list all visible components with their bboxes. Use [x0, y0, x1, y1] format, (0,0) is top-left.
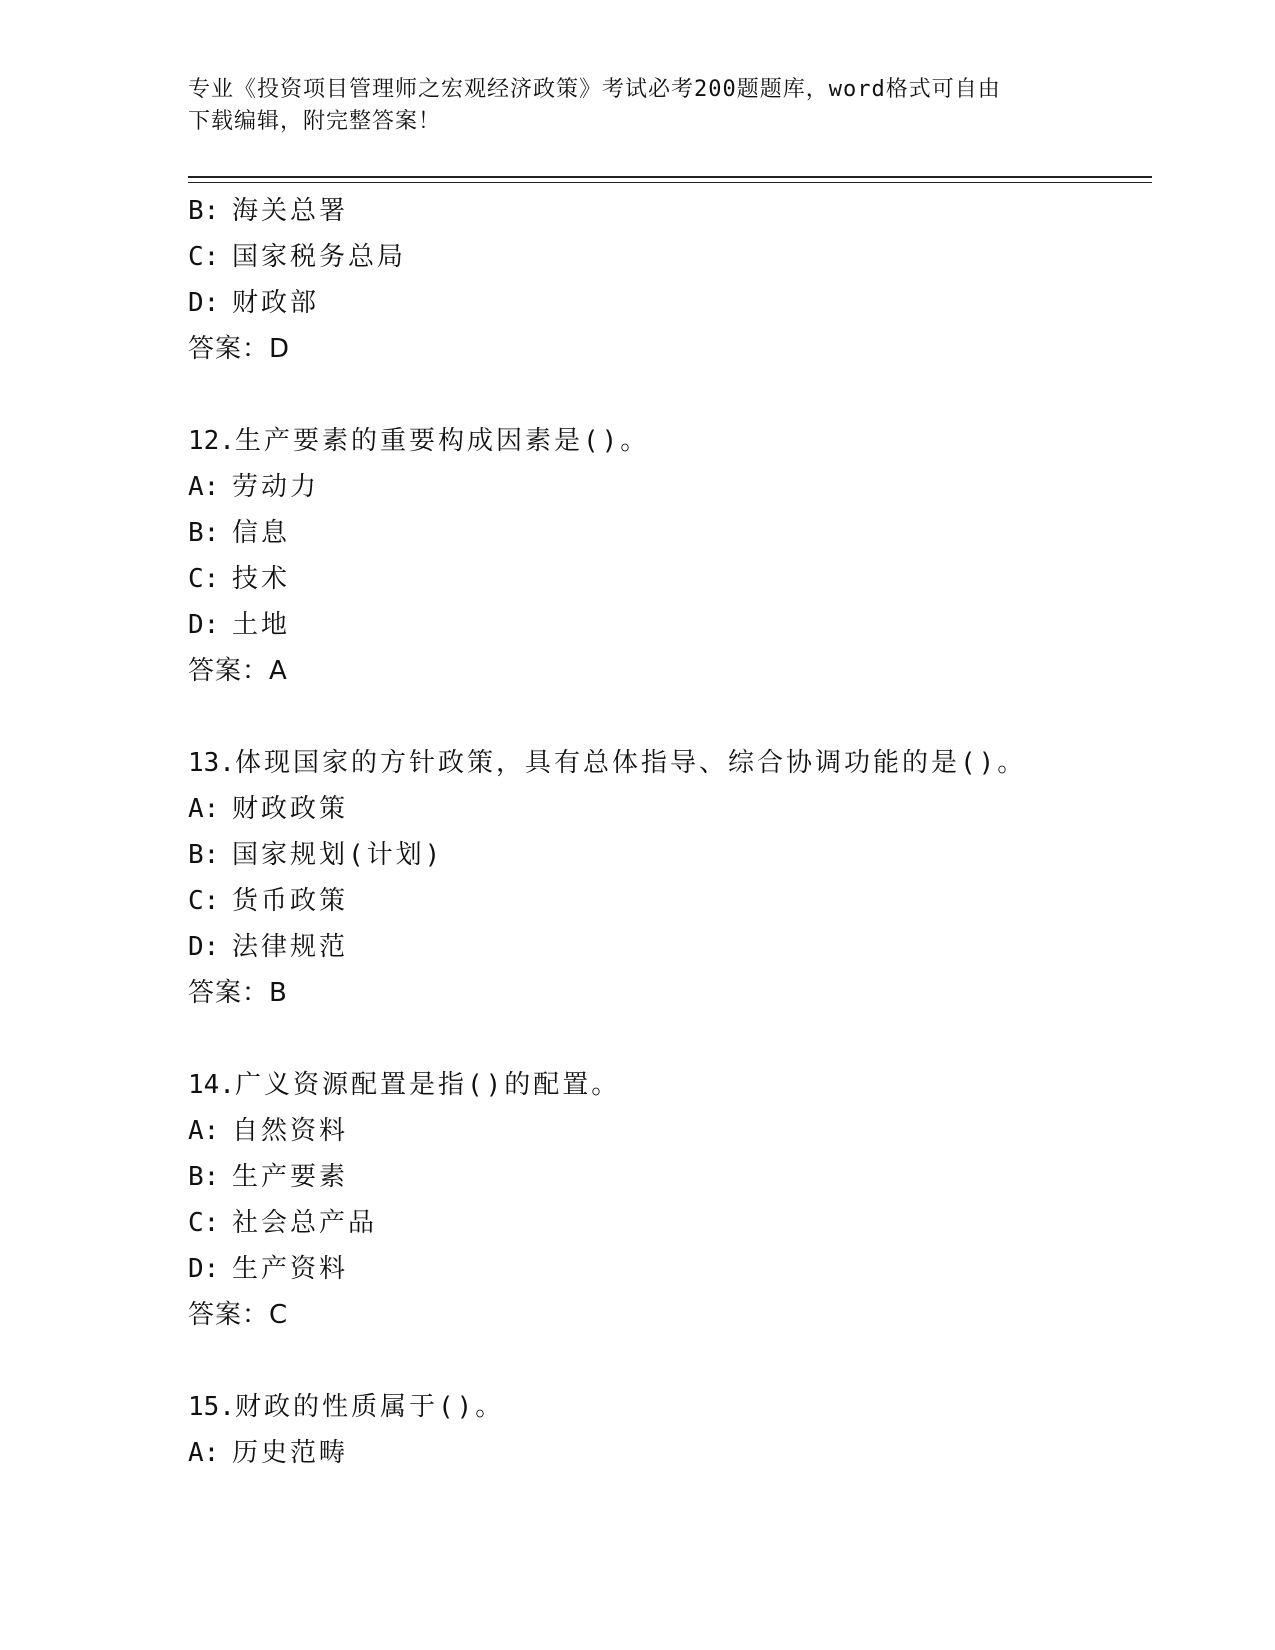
option-letter: C: [188, 242, 220, 272]
answer-line [188, 326, 1168, 372]
question-block-14 [188, 1062, 1168, 1338]
answer-value: C [269, 1300, 289, 1330]
option-letter: B: [188, 1162, 220, 1192]
question-block-prev [188, 188, 1168, 372]
option-letter: B: [188, 840, 220, 870]
option-d [188, 280, 1168, 326]
option-text: 国家税务总局 [232, 242, 407, 272]
question-number: 12. [188, 426, 235, 456]
option-letter: D: [188, 610, 220, 640]
option-text: 土地 [232, 610, 291, 640]
document-header [188, 74, 1088, 138]
option-text: 信息 [232, 518, 291, 548]
option-letter: A: [188, 472, 220, 502]
option-letter: B: [188, 196, 220, 226]
question-number: 14. [188, 1070, 235, 1100]
spacer [188, 1338, 1168, 1384]
option-c [188, 1200, 1168, 1246]
option-text: 生产要素 [232, 1162, 349, 1192]
question-stem [188, 1384, 1168, 1430]
header-line-1: 专业《投资项目管理师之宏观经济政策》考试必考200题题库，word格式可自由 [188, 77, 1001, 102]
question-stem [188, 740, 1168, 786]
option-letter: A: [188, 1438, 220, 1468]
question-text: 生产要素的重要构成因素是()。 [234, 426, 650, 456]
option-text: 财政政策 [232, 794, 349, 824]
answer-value: A [269, 656, 288, 686]
option-text: 技术 [232, 564, 291, 594]
option-d [188, 602, 1168, 648]
question-text: 体现国家的方针政策，具有总体指导、综合协调功能的是()。 [234, 748, 1027, 778]
answer-value: D [269, 334, 291, 364]
option-letter: D: [188, 288, 220, 318]
question-block-15 [188, 1384, 1168, 1476]
option-text: 自然资料 [232, 1116, 349, 1146]
option-text: 国家规划(计划) [232, 840, 444, 870]
option-b [188, 510, 1168, 556]
question-number: 15. [188, 1392, 235, 1422]
spacer [188, 372, 1168, 418]
answer-line [188, 648, 1168, 694]
option-c [188, 878, 1168, 924]
option-text: 法律规范 [232, 932, 349, 962]
option-b [188, 832, 1168, 878]
option-letter: C: [188, 564, 220, 594]
option-letter: A: [188, 794, 220, 824]
option-d [188, 1246, 1168, 1292]
option-text: 海关总署 [232, 196, 349, 226]
answer-line [188, 1292, 1168, 1338]
question-text: 广义资源配置是指()的配置。 [234, 1070, 621, 1100]
option-c [188, 234, 1168, 280]
question-stem [188, 1062, 1168, 1108]
option-text: 货币政策 [232, 886, 349, 916]
answer-label: 答案： [188, 334, 270, 364]
option-letter: A: [188, 1116, 220, 1146]
option-a [188, 464, 1168, 510]
question-number: 13. [188, 748, 235, 778]
option-text: 财政部 [232, 288, 320, 318]
spacer [188, 694, 1168, 740]
option-text: 劳动力 [232, 472, 320, 502]
option-letter: D: [188, 932, 220, 962]
option-text: 历史范畴 [232, 1438, 349, 1468]
header-line-2: 下载编辑，附完整答案！ [188, 109, 442, 134]
option-a [188, 1108, 1168, 1154]
option-text: 生产资料 [232, 1254, 349, 1284]
question-text: 财政的性质属于()。 [234, 1392, 505, 1422]
answer-label: 答案： [188, 1300, 270, 1330]
answer-line [188, 970, 1168, 1016]
header-divider-thick [188, 176, 1152, 178]
header-divider-thin [188, 182, 1152, 183]
option-a [188, 1430, 1168, 1476]
option-text: 社会总产品 [232, 1208, 378, 1238]
option-a [188, 786, 1168, 832]
option-letter: D: [188, 1254, 220, 1284]
question-list [188, 188, 1168, 1476]
answer-label: 答案： [188, 656, 270, 686]
answer-label: 答案： [188, 978, 270, 1008]
option-letter: C: [188, 886, 220, 916]
option-b [188, 1154, 1168, 1200]
option-d [188, 924, 1168, 970]
question-stem [188, 418, 1168, 464]
option-b [188, 188, 1168, 234]
option-letter: C: [188, 1208, 220, 1238]
option-letter: B: [188, 518, 220, 548]
question-block-13 [188, 740, 1168, 1016]
spacer [188, 1016, 1168, 1062]
answer-value: B [269, 978, 288, 1008]
option-c [188, 556, 1168, 602]
question-block-12 [188, 418, 1168, 694]
